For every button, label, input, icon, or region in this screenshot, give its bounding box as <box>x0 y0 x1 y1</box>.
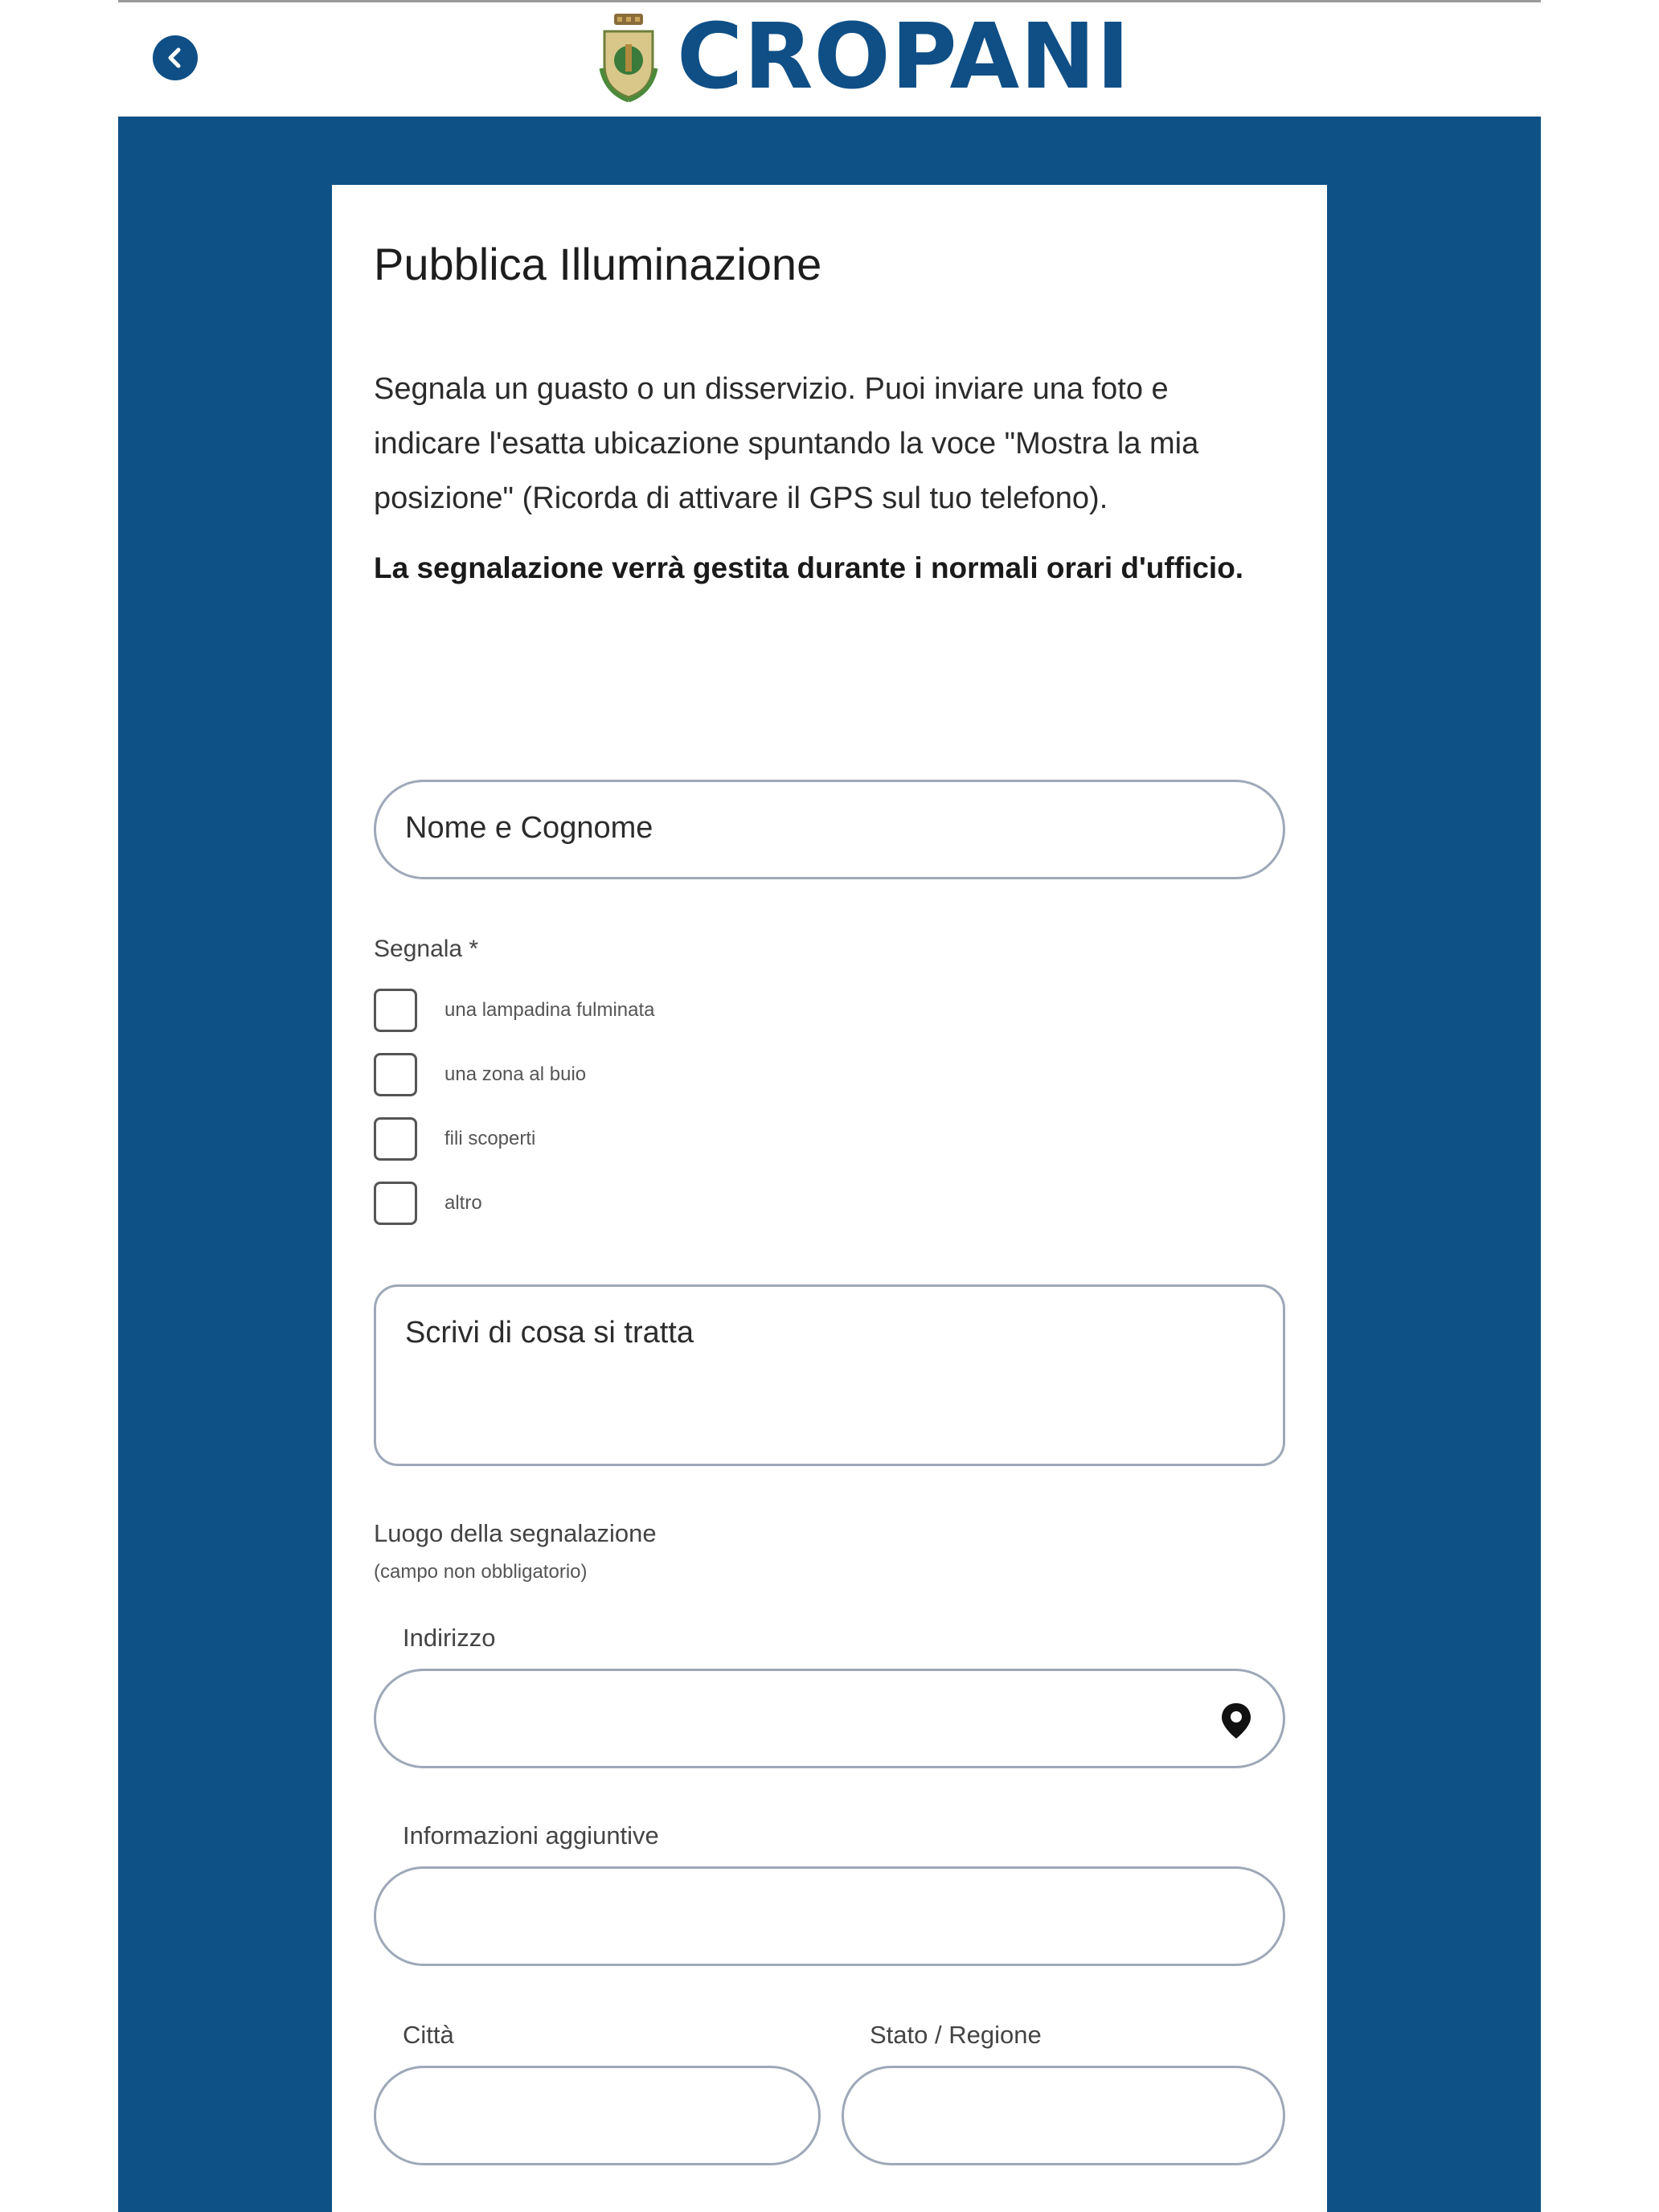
office-hours-notice: La segnalazione verrà gestita durante i normali orari d'ufficio. <box>374 551 1244 584</box>
back-button[interactable] <box>153 35 198 80</box>
option-row[interactable] <box>374 1117 535 1161</box>
location-label: Luogo della segnalazione <box>374 1519 657 1547</box>
brand-name: CROPANI <box>677 5 1131 109</box>
location-note: (campo non obbligatorio) <box>374 1561 588 1583</box>
description-placeholder: Scrivi di cosa si tratta <box>405 1316 694 1350</box>
checkbox[interactable] <box>374 1117 417 1161</box>
state-label: Stato / Regione <box>870 2021 1042 2049</box>
checkbox[interactable] <box>374 989 417 1032</box>
map-pin-icon[interactable] <box>1220 1702 1252 1740</box>
name-field[interactable] <box>374 780 1285 879</box>
state-input[interactable] <box>842 2066 1285 2165</box>
option-label: altro <box>444 1192 482 1214</box>
description-textarea[interactable] <box>374 1284 1285 1466</box>
checkbox[interactable] <box>374 1182 417 1225</box>
city-input[interactable] <box>374 2066 821 2165</box>
municipal-crest-icon <box>598 12 659 102</box>
chevron-left-icon <box>163 46 187 70</box>
option-label: fili scoperti <box>444 1128 536 1149</box>
city-label: Città <box>403 2021 454 2049</box>
option-label: una zona al buio <box>444 1063 587 1085</box>
report-form-card <box>332 185 1327 2212</box>
checkbox[interactable] <box>374 1053 417 1096</box>
option-label: una lampadina fulminata <box>444 999 655 1021</box>
brand-logo[interactable] <box>598 5 1131 109</box>
option-row[interactable] <box>374 1053 586 1096</box>
intro-text: Segnala un guasto o un disservizio. Puoi inviare una foto e indicare l'esatta ubicazione spuntando la voce "Mostra la mia posizione" (Ricorda di attivare il GPS sul tuo telefono). <box>374 372 1199 515</box>
option-row[interactable] <box>374 989 655 1032</box>
address-input[interactable] <box>374 1669 1285 1768</box>
extra-info-input[interactable] <box>374 1866 1285 1966</box>
address-label: Indirizzo <box>403 1624 496 1652</box>
name-placeholder: Nome e Cognome <box>405 811 653 845</box>
option-row[interactable] <box>374 1182 482 1225</box>
page-title: Pubblica Illuminazione <box>374 239 822 289</box>
segnala-label: Segnala * <box>374 936 479 962</box>
extra-info-label: Informazioni aggiuntive <box>403 1821 659 1849</box>
